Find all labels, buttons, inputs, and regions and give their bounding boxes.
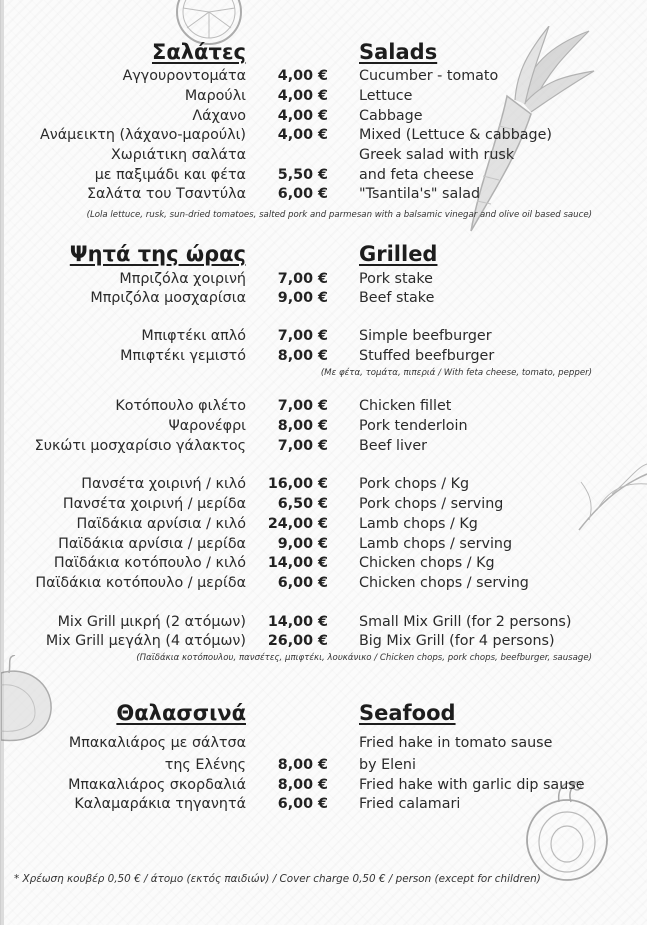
item-price: 7,00 € (277, 271, 328, 287)
menu-item (1, 269, 647, 289)
menu-item (1, 106, 647, 126)
menu-item (1, 631, 647, 651)
seafood-title-english: Seafood (359, 701, 456, 725)
menu-item (1, 494, 647, 514)
menu-item (1, 145, 647, 165)
item-name-english: Lettuce (359, 88, 413, 104)
menu-item (1, 416, 647, 436)
menu-item (1, 436, 647, 456)
item-price: 6,50 € (277, 496, 328, 512)
menu-item (1, 66, 647, 86)
item-name-greek: Λάχανο (192, 108, 246, 124)
menu-item (1, 514, 647, 534)
menu-item (1, 755, 647, 775)
item-price: 8,00 € (277, 757, 328, 773)
item-name-greek: Μαρούλι (184, 88, 246, 104)
item-name-greek: Ανάμεικτη (λάχανο-μαρούλι) (39, 127, 246, 143)
item-name-greek: Σαλάτα του Τσαντύλα (86, 186, 246, 202)
item-name-english: Beef liver (359, 438, 428, 454)
item-price: 4,00 € (277, 108, 328, 124)
item-price: 4,00 € (277, 88, 328, 104)
item-name-greek: Χωριάτικη σαλάτα (111, 147, 246, 163)
menu-item (1, 573, 647, 593)
menu-item (1, 184, 647, 204)
item-name-english: Cabbage (359, 108, 423, 124)
item-name-english: Chicken fillet (359, 398, 452, 414)
menu-item (1, 612, 647, 632)
item-name-english: Small Mix Grill (for 2 persons) (359, 614, 572, 630)
item-name-english: Chicken chops / serving (359, 575, 529, 591)
item-price: 5,50 € (277, 167, 328, 183)
item-price: 7,00 € (277, 398, 328, 414)
item-price: 8,00 € (277, 777, 328, 793)
item-name-greek: Παϊδάκια αρνίσια / κιλό (76, 516, 246, 532)
item-name-greek: Μπιφτέκι γεμιστό (120, 348, 246, 364)
menu-item (1, 346, 647, 366)
item-name-english: Cucumber - tomato (359, 68, 499, 84)
menu-item (1, 534, 647, 554)
item-name-greek: Πανσέτα χοιρινή / κιλό (81, 476, 246, 492)
item-name-english: Pork chops / Kg (359, 476, 470, 492)
item-price: 8,00 € (277, 348, 328, 364)
item-name-greek: με παξιμάδι και φέτα (94, 167, 246, 183)
item-name-greek: Παϊδάκια κοτόπουλο / μερίδα (35, 575, 246, 591)
menu-item (1, 553, 647, 573)
item-name-english: Pork stake (359, 271, 433, 287)
item-name-greek: Αγγουροντομάτα (122, 68, 246, 84)
item-name-english: Chicken chops / Kg (359, 555, 495, 571)
cover-charge-footer: * Χρέωση κουβέρ 0,50 € / άτομο (εκτός παιδιών) / Cover charge 0,50 € / person (except for children) (14, 873, 541, 885)
item-name-greek: Κοτόπουλο φιλέτο (115, 398, 246, 414)
item-name-english: "Tsantila's" salad (359, 186, 481, 202)
item-price: 26,00 € (267, 633, 328, 649)
salad-description-note: (Lola lettuce, rusk, sun-dried tomatoes, salted pork and parmesan with a balsamic vinegar and olive oil based sauce) (86, 210, 592, 220)
item-price: 4,00 € (277, 127, 328, 143)
item-name-english: Pork tenderloin (359, 418, 468, 434)
menu-item (1, 733, 647, 753)
item-price: 9,00 € (277, 536, 328, 552)
menu-item (1, 794, 647, 814)
item-name-greek: Mix Grill μικρή (2 ατόμων) (57, 614, 246, 630)
item-price: 7,00 € (277, 438, 328, 454)
item-name-english: Big Mix Grill (for 4 persons) (359, 633, 555, 649)
item-name-greek: Συκώτι μοσχαρίσιο γάλακτος (34, 438, 246, 454)
item-price: 16,00 € (267, 476, 328, 492)
item-name-english: Beef stake (359, 290, 435, 306)
menu-item (1, 86, 647, 106)
item-name-greek: Πανσέτα χοιρινή / μερίδα (62, 496, 246, 512)
item-name-greek: Παϊδάκια αρνίσια / μερίδα (58, 536, 246, 552)
item-name-greek: Μπριζόλα μοσχαρίσια (90, 290, 246, 306)
menu-item (1, 288, 647, 308)
item-name-greek: Μπριζόλα χοιρινή (119, 271, 246, 287)
item-price: 8,00 € (277, 418, 328, 434)
item-name-greek: Mix Grill μεγάλη (4 ατόμων) (45, 633, 246, 649)
item-name-english: Fried hake with garlic dip sause (359, 777, 585, 793)
menu-item (1, 775, 647, 795)
item-name-greek: Παϊδάκια κοτόπουλο / κιλό (53, 555, 246, 571)
item-name-greek: Καλαμαράκια τηγανητά (74, 796, 246, 812)
item-price: 6,00 € (277, 575, 328, 591)
pepper-icon (1, 655, 61, 745)
item-price: 4,00 € (277, 68, 328, 84)
item-name-english: Simple beefburger (359, 328, 492, 344)
item-price: 14,00 € (267, 555, 328, 571)
salads-title-greek: Σαλάτες (151, 40, 246, 64)
mix-grill-note: (Παϊδάκια κοτόπουλου, πανσέτες, μπιφτέκι, λουκάνικο / Chicken chops, pork chops, beefburger, sausage) (136, 653, 592, 663)
item-name-english: and feta cheese (359, 167, 474, 183)
item-price: 6,00 € (277, 796, 328, 812)
item-name-english: Lamb chops / serving (359, 536, 513, 552)
item-name-english: Lamb chops / Kg (359, 516, 478, 532)
burger-note: (Με φέτα, τομάτα, πιπεριά / With feta cheese, tomato, pepper) (320, 368, 592, 378)
item-price: 6,00 € (277, 186, 328, 202)
item-price: 7,00 € (277, 328, 328, 344)
item-name-english: Greek salad with rusk (359, 147, 515, 163)
item-name-english: Mixed (Lettuce & cabbage) (359, 127, 552, 143)
item-name-english: by Eleni (359, 757, 416, 773)
item-price: 9,00 € (277, 290, 328, 306)
item-name-english: Stuffed beefburger (359, 348, 495, 364)
item-name-english: Fried hake in tomato sause (359, 735, 553, 751)
item-name-greek: της Ελένης (164, 757, 246, 773)
item-name-greek: Μπακαλιάρος με σάλτσα (68, 735, 246, 751)
menu-item (1, 326, 647, 346)
item-price: 14,00 € (267, 614, 328, 630)
item-name-english: Fried calamari (359, 796, 461, 812)
item-name-greek: Ψαρονέφρι (168, 418, 246, 434)
item-name-greek: Μπιφτέκι απλό (141, 328, 246, 344)
item-name-greek: Μπακαλιάρος σκορδαλιά (68, 777, 246, 793)
grilled-title-greek: Ψητά της ώρας (69, 242, 246, 266)
menu-item (1, 474, 647, 494)
item-name-english: Pork chops / serving (359, 496, 504, 512)
grilled-title-english: Grilled (359, 242, 438, 266)
item-price: 24,00 € (267, 516, 328, 532)
menu-item (1, 125, 647, 145)
menu-item (1, 396, 647, 416)
seafood-title-greek: Θαλασσινά (116, 701, 246, 725)
salads-title-english: Salads (359, 40, 438, 64)
menu-item (1, 165, 647, 185)
